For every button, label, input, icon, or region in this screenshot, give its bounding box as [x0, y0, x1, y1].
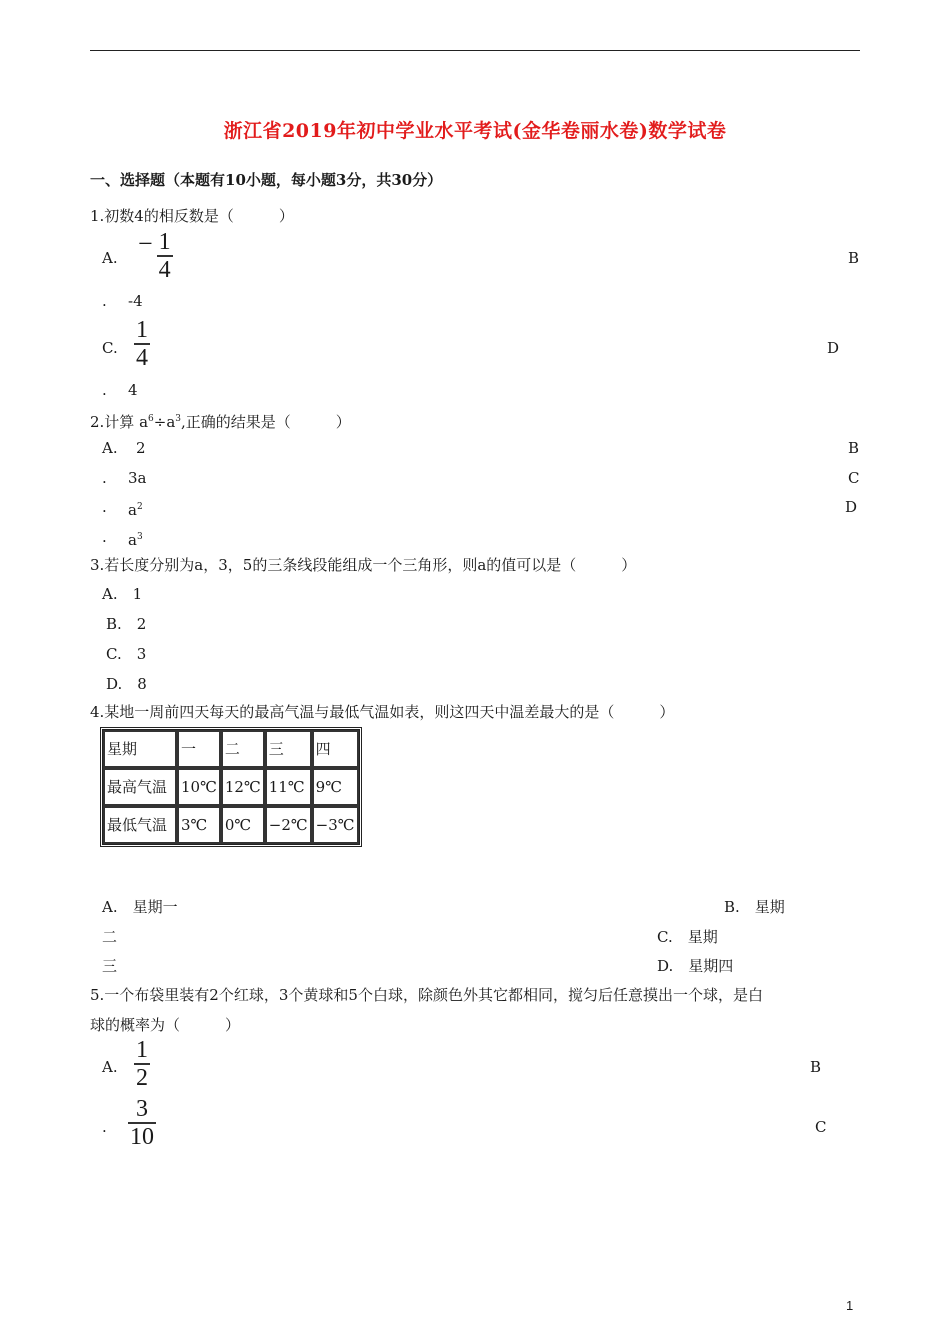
q5-option-a-label: A.: [102, 1058, 118, 1076]
q2-option-c-label: C: [848, 469, 860, 487]
q5-option-b-dot: .: [102, 1118, 107, 1136]
section-heading: 一、选择题（本题有10小题，每小题3分，共30分）: [90, 171, 443, 189]
table-cell: 星期: [103, 730, 177, 768]
q3-stem: 3.若长度分别为a，3，5的三条线段能组成一个三角形，则a的值可以是（ ）: [90, 556, 637, 574]
q2-stem: [90, 410, 351, 431]
q5-option-b-label: B: [810, 1058, 822, 1076]
fraction-denominator: 2: [136, 1065, 148, 1091]
q2-option-c-dot: .: [102, 498, 107, 516]
q1-option-b-label: B: [848, 249, 860, 267]
table-cell: 二: [221, 730, 265, 768]
fraction-numerator: 1: [158, 228, 171, 255]
table-cell: 0℃: [221, 806, 265, 844]
table-cell: 最低气温: [103, 806, 177, 844]
fraction-denominator: 4: [158, 256, 171, 283]
table-cell: 10℃: [177, 768, 221, 806]
fraction-numerator: 1: [136, 1037, 148, 1063]
q5-option-b-value: [128, 1097, 156, 1149]
table-cell: 四: [312, 730, 359, 768]
q4-option-b: B. 星期: [724, 898, 785, 916]
fraction: [134, 1038, 150, 1090]
q3-option-a: A. 1: [102, 585, 143, 603]
q5-option-c-label: C: [815, 1118, 827, 1136]
table-cell: −2℃: [265, 806, 312, 844]
q1-option-c-label: C.: [102, 339, 118, 357]
q2-option-a-value: 2: [136, 439, 146, 457]
table-cell: 9℃: [312, 768, 359, 806]
q3-option-d: D. 8: [106, 675, 147, 693]
q5-option-a-value: [134, 1038, 150, 1090]
q1-option-a-label: A.: [102, 249, 118, 267]
q4-option-c-continued: 三: [102, 957, 118, 975]
header-rule: [90, 50, 860, 51]
fraction-numerator: 1: [136, 317, 148, 343]
q1-option-d-dot: .: [102, 381, 107, 399]
minus-sign: −: [138, 229, 153, 258]
q1-option-b-dot: .: [102, 292, 107, 310]
q2-stem-part: ÷a: [153, 413, 176, 431]
q3-option-b: B. 2: [106, 615, 147, 633]
table-cell: 12℃: [221, 768, 265, 806]
q1-option-c-value: [134, 318, 150, 370]
exponent: 2: [136, 502, 143, 512]
q2-option-c-value: [128, 498, 143, 519]
fraction-denominator: 4: [136, 345, 148, 371]
q1-option-a-value: [138, 229, 173, 282]
table-cell: 11℃: [265, 768, 312, 806]
q4-option-a: A. 星期一: [102, 898, 178, 916]
table-cell: 最高气温: [103, 768, 177, 806]
q2-option-d-value: [128, 528, 143, 549]
q2-stem-part: ,正确的结果是（ ）: [181, 413, 351, 431]
page-number: 1: [846, 1298, 854, 1313]
table-row: [103, 806, 359, 844]
q4-stem: 4.某地一周前四天每天的最高气温与最低气温如表，则这四天中温差最大的是（ ）: [90, 703, 675, 721]
q2-option-b-value: 3a: [128, 469, 147, 487]
table-row: [103, 768, 359, 806]
base: a: [128, 531, 137, 549]
q4-option-c: C. 星期: [657, 928, 718, 946]
q2-option-d-dot: .: [102, 528, 107, 546]
table-cell: −3℃: [312, 806, 359, 844]
table-row: [103, 730, 359, 768]
table-cell: 三: [265, 730, 312, 768]
exponent: 3: [175, 414, 182, 424]
q5-stem-line-1: 5.一个布袋里装有2个红球，3个黄球和5个白球，除颜色外其它都相同，搅匀后任意摸出一个球，是白: [90, 986, 763, 1004]
q4-option-b-continued: 二: [102, 928, 118, 946]
fraction: [157, 230, 173, 282]
fraction-numerator: 3: [136, 1096, 148, 1122]
fraction: [134, 318, 150, 370]
q4-option-d: D. 星期四: [657, 957, 734, 975]
q1-stem: 1.初数4的相反数是（ ）: [90, 207, 294, 225]
q5-stem-line-2: 球的概率为（ ）: [90, 1016, 241, 1034]
table-cell: 一: [177, 730, 221, 768]
temperature-table: [100, 727, 362, 847]
base: a: [128, 501, 137, 519]
q2-option-b-dot: .: [102, 469, 107, 487]
fraction: [128, 1097, 156, 1149]
q2-option-a-label: A.: [102, 439, 118, 457]
fraction-denominator: 10: [130, 1124, 154, 1150]
q1-option-d-value: 4: [128, 381, 138, 399]
page-title: 浙江省2019年初中学业水平考试(金华卷丽水卷)数学试卷: [223, 120, 727, 142]
exponent: 6: [148, 414, 154, 424]
q2-option-b-label: B: [848, 439, 860, 457]
q1-option-d-label: D: [827, 339, 840, 357]
q2-option-d-label: D: [845, 498, 858, 516]
q3-option-c: C. 3: [106, 645, 147, 663]
table-cell: 3℃: [177, 806, 221, 844]
q2-stem-part: 2.计算 a: [90, 413, 149, 431]
exponent: 3: [136, 532, 143, 542]
q1-option-b-value: -4: [128, 292, 143, 310]
